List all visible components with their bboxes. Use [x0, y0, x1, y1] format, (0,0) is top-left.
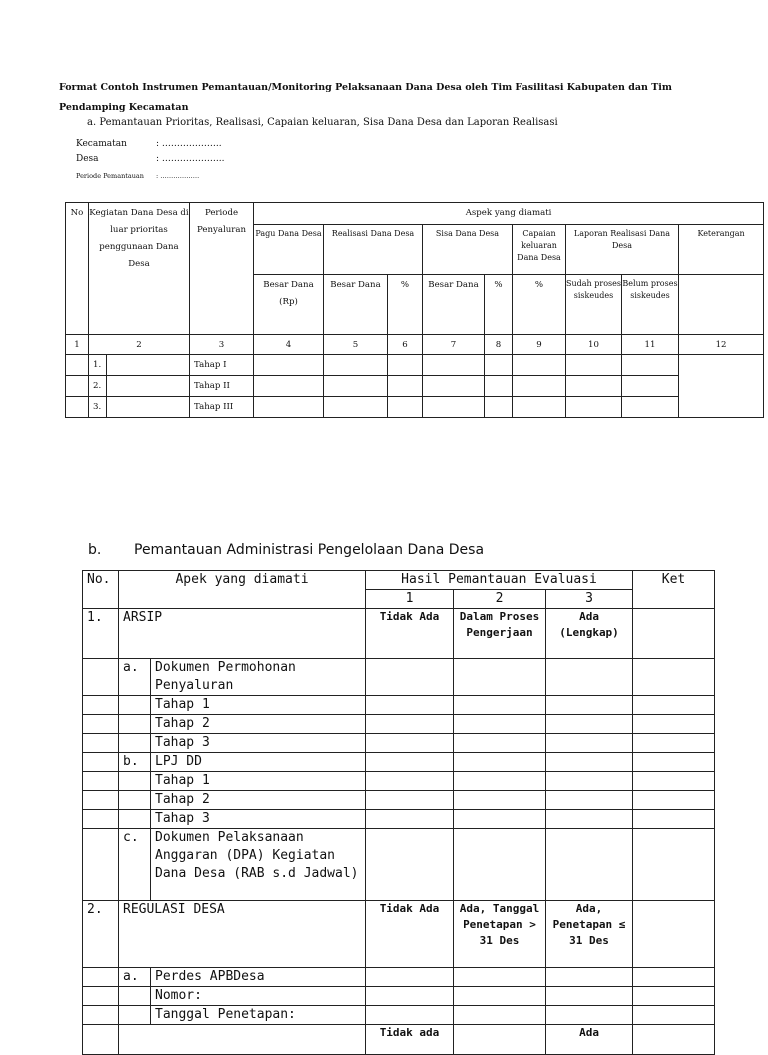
- header-kegiatan: Kegiatan Dana Desa di luar prioritas penggunaan Dana Desa: [89, 203, 190, 335]
- header-no: No: [66, 203, 89, 335]
- header-aspek: Aspek yang diamati: [254, 203, 764, 225]
- row-label: ARSIP: [119, 609, 366, 659]
- sub-label: LPJ DD: [151, 753, 366, 772]
- sub-letter: a.: [119, 659, 151, 696]
- col-number: 9: [513, 335, 566, 355]
- col-number: 7: [423, 335, 485, 355]
- header-pct: %: [513, 275, 566, 335]
- row-periode: Tahap I: [190, 355, 254, 376]
- header-keterangan: Keterangan: [679, 225, 764, 275]
- row-label: REGULASI DESA: [119, 901, 366, 968]
- header-pagu: Pagu Dana Desa: [254, 225, 324, 275]
- field-label: Periode Pemantauan: [76, 172, 144, 180]
- row-number: 1.: [83, 609, 119, 659]
- header-besar-dana: Besar Dana: [423, 275, 485, 335]
- sub-label: Dokumen Permohonan Penyaluran: [151, 659, 366, 696]
- option-1: Tidak Ada: [366, 901, 454, 968]
- header-laporan: Laporan Realisasi Dana Desa: [566, 225, 679, 275]
- table-row: [66, 397, 764, 418]
- sub-label: Perdes APBDesa: [151, 968, 366, 987]
- col-number: 10: [566, 335, 622, 355]
- col-number: 4: [254, 335, 324, 355]
- option-1: Tidak Ada: [366, 609, 454, 659]
- tahap-label: Tahap 1: [151, 772, 366, 791]
- header-belum: Belum proses siskeudes: [622, 275, 679, 335]
- header-besar-dana-rp: Besar Dana (Rp): [254, 275, 324, 335]
- header-pct: %: [388, 275, 423, 335]
- nomor-label: Nomor:: [151, 987, 366, 1006]
- field-value: : ………………...: [156, 154, 225, 164]
- header-ket: Ket: [633, 571, 715, 609]
- field-desa: [76, 154, 224, 164]
- row-number: 2.: [83, 901, 119, 968]
- row-periode: Tahap III: [190, 397, 254, 418]
- header-capaian: Capaian keluaran Dana Desa: [513, 225, 566, 275]
- header-pct: %: [485, 275, 513, 335]
- col-number: 2: [89, 335, 190, 355]
- field-value: : ………………: [156, 172, 200, 180]
- field-periode: [76, 172, 199, 180]
- tahap-label: Tahap 3: [151, 734, 366, 753]
- tahap-label: Tahap 3: [151, 810, 366, 829]
- col-number: 5: [324, 335, 388, 355]
- tahap-label: Tahap 2: [151, 715, 366, 734]
- col-number: 12: [679, 335, 764, 355]
- header-no: No.: [83, 571, 119, 609]
- document-title: Format Contoh Instrumen Pemantauan/Monitoring Pelaksanaan Dana Desa oleh Tim Fasilitasi Kabupaten dan Tim Pendamping Kecamatan: [59, 82, 672, 113]
- header-aspek: Apek yang diamati: [119, 571, 366, 609]
- table-row: [66, 355, 764, 376]
- empty-cell: [679, 275, 764, 335]
- header-hasil: Hasil Pemantauan Evaluasi: [366, 571, 633, 590]
- row-periode: Tahap II: [190, 376, 254, 397]
- row-number: 3.: [89, 397, 107, 418]
- field-label: Kecamatan: [76, 139, 127, 149]
- sub-letter: b.: [119, 753, 151, 772]
- header-realisasi: Realisasi Dana Desa: [324, 225, 423, 275]
- option-3: Ada: [546, 1025, 633, 1055]
- section-b-title: Pemantauan Administrasi Pengelolaan Dana Desa: [134, 542, 485, 558]
- header-sisa: Sisa Dana Desa: [423, 225, 513, 275]
- section-a-heading: a. Pemantauan Prioritas, Realisasi, Capaian keluaran, Sisa Dana Desa dan Laporan Realisasi: [87, 117, 558, 128]
- row-number: 2.: [89, 376, 107, 397]
- field-kecamatan: [76, 139, 222, 149]
- row-number: 1.: [89, 355, 107, 376]
- field-value: : ………………..: [156, 139, 222, 149]
- monitoring-table-a: [65, 202, 764, 418]
- col-number: 8: [485, 335, 513, 355]
- sub-label: Dokumen Pelaksanaan Anggaran (DPA) Kegiatan Dana Desa (RAB s.d Jadwal): [151, 829, 366, 901]
- header-col-3: 3: [546, 590, 633, 609]
- col-number: 1: [66, 335, 89, 355]
- col-number: 6: [388, 335, 423, 355]
- monitoring-table-b: [82, 570, 715, 1055]
- sub-letter: a.: [119, 968, 151, 987]
- section-b-letter: b.: [88, 542, 102, 558]
- section-b-heading: [88, 542, 484, 558]
- header-col-1: 1: [366, 590, 454, 609]
- option-3: Ada, Penetapan ≤ 31 Des: [546, 901, 633, 968]
- tanggal-label: Tanggal Penetapan:: [151, 1006, 366, 1025]
- header-besar-dana: Besar Dana: [324, 275, 388, 335]
- option-1: Tidak ada: [366, 1025, 454, 1055]
- option-3: Ada (Lengkap): [546, 609, 633, 659]
- table-row: [66, 376, 764, 397]
- header-sudah: Sudah proses siskeudes: [566, 275, 622, 335]
- tahap-label: Tahap 1: [151, 696, 366, 715]
- header-periode: Periode Penyaluran: [190, 203, 254, 335]
- tahap-label: Tahap 2: [151, 791, 366, 810]
- option-2: Ada, Tanggal Penetapan > 31 Des: [454, 901, 546, 968]
- header-col-2: 2: [454, 590, 546, 609]
- col-number: 3: [190, 335, 254, 355]
- sub-letter: c.: [119, 829, 151, 901]
- option-2: Dalam Proses Pengerjaan: [454, 609, 546, 659]
- col-number: 11: [622, 335, 679, 355]
- field-label: Desa: [76, 154, 99, 164]
